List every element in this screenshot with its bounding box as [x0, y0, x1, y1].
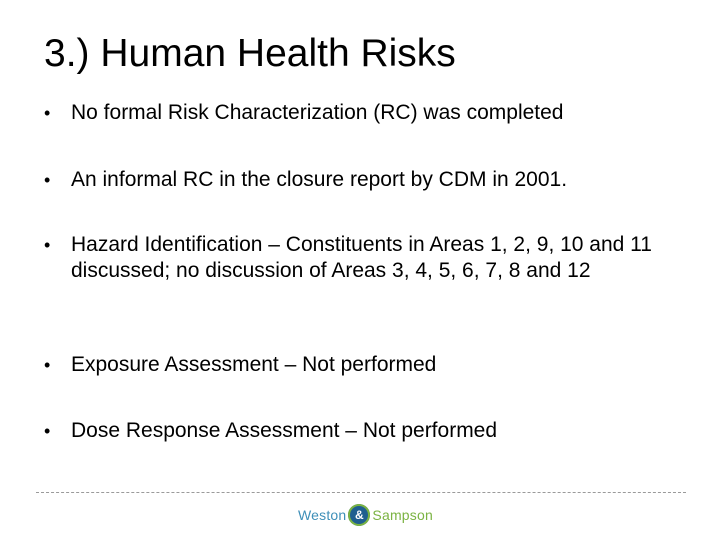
- bullet-marker: •: [44, 170, 51, 190]
- bullet-item: [44, 232, 694, 284]
- bullet-text: Exposure Assessment – Not performed: [71, 353, 437, 376]
- bullet-marker: •: [44, 355, 51, 375]
- logo-word-weston: Weston: [298, 507, 347, 523]
- bullet-text: Hazard Identification – Constituents in Areas 1, 2, 9, 10 and 11 discussed; no discussion of Areas 3, 4, 5, 6, 7, 8 and 12: [71, 233, 652, 282]
- bullet-marker: •: [44, 103, 51, 123]
- logo-ampersand-badge: &: [348, 504, 370, 526]
- slide-title: 3.) Human Health Risks: [44, 32, 456, 75]
- bullet-marker: •: [44, 421, 51, 441]
- company-logo: [298, 503, 433, 527]
- footer-divider: [36, 492, 686, 493]
- bullet-marker: •: [44, 235, 51, 255]
- logo-word-sampson: Sampson: [372, 507, 433, 523]
- bullet-item: [44, 100, 694, 126]
- bullet-text: An informal RC in the closure report by CDM in 2001.: [71, 168, 568, 191]
- bullet-item: [44, 352, 694, 378]
- bullet-text: Dose Response Assessment – Not performed: [71, 419, 498, 442]
- bullet-item: [44, 167, 694, 193]
- bullet-text: No formal Risk Characterization (RC) was completed: [71, 101, 564, 124]
- bullet-item: [44, 418, 694, 444]
